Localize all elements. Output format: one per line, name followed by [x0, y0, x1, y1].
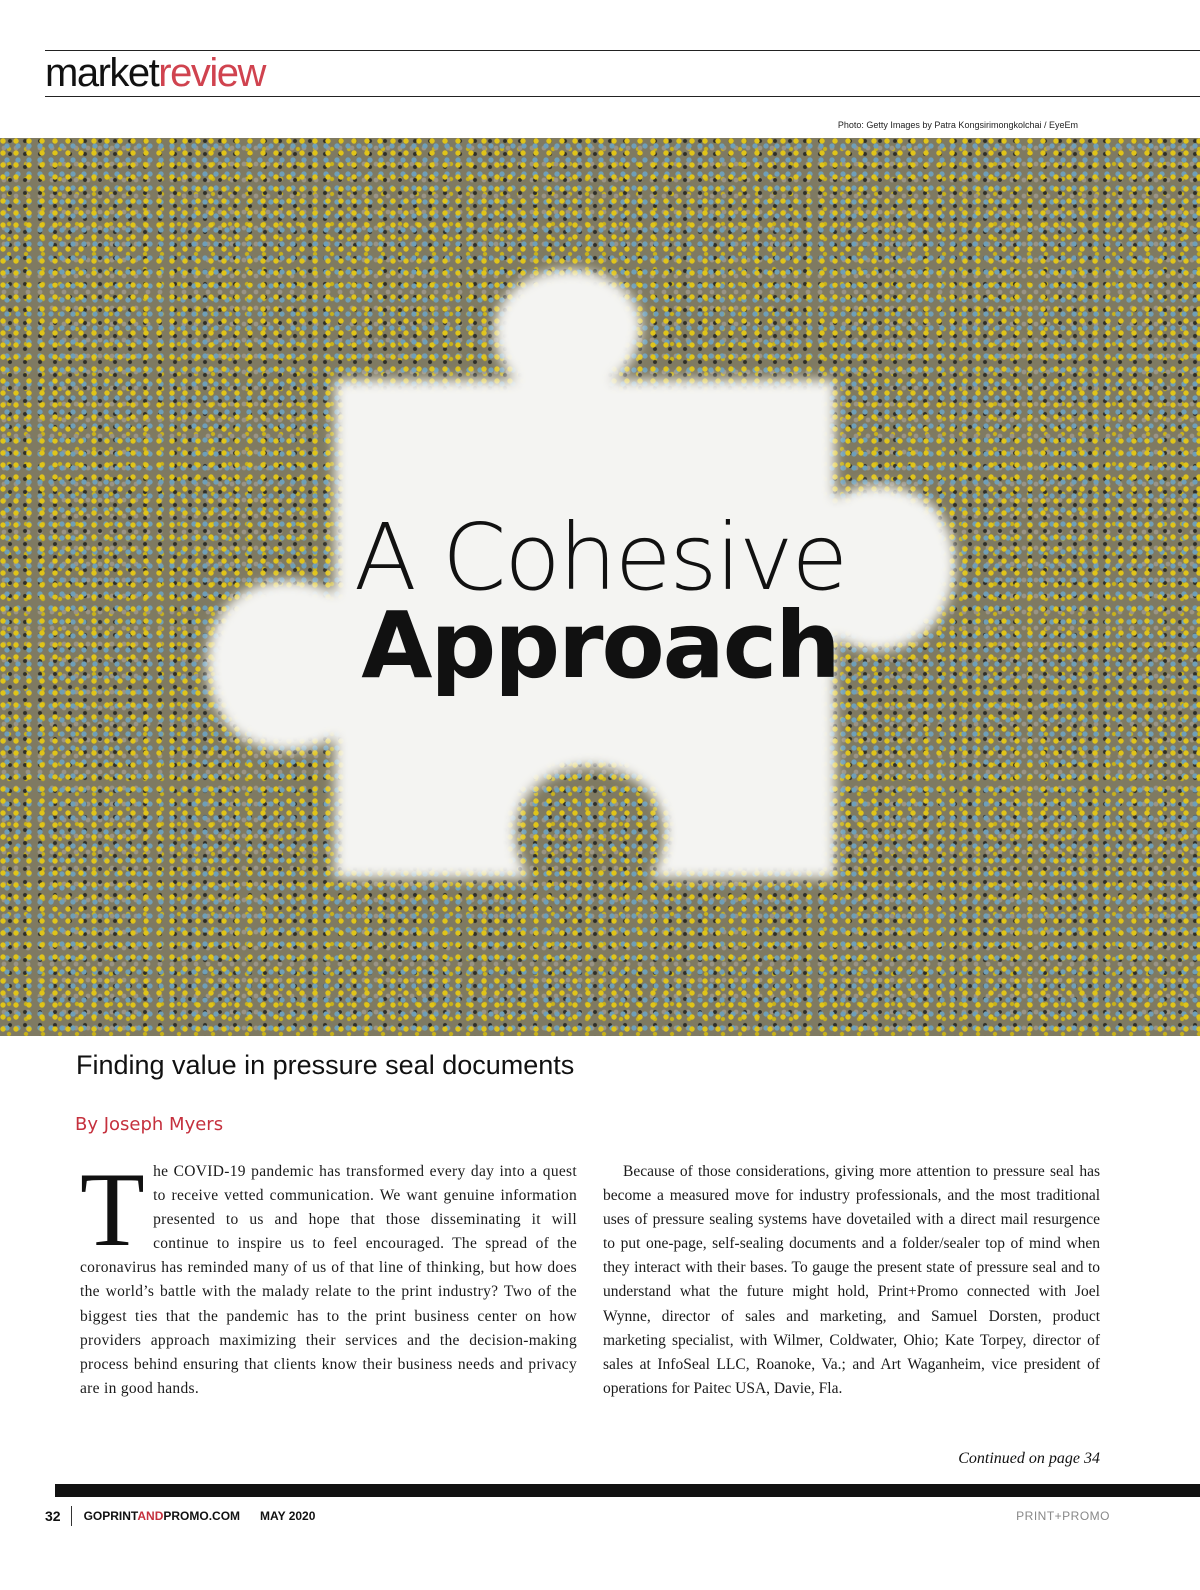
article-column-right — [603, 1160, 1100, 1401]
article-paragraph-1 — [80, 1151, 577, 1401]
article-paragraph-2: Because of those considerations, giving more attention to pressure seal has become a measured move for industry professionals, and the most traditional uses of pressure sealing systems have dovetailed with a direct mail resurgence to put one-page, self-sealing documents and a folder/sealer top of mind when they interact with their bases. To gauge the present state of pressure seal and to understand what the future might hold, Print+Promo connected with Joel Wynne, director of sales and marketing, and Samuel Dorsten, product marketing specialist, with Wilmer, Coldwater, Ohio; Kate Torpey, director of sales at InfoSeal LLC, Roanoke, Va.; and Art Waganheim, vice president of operations for Paitec USA, Davie, Fla. — [603, 1163, 1100, 1397]
magazine-name: PRINT+PROMO — [1016, 1509, 1110, 1523]
site-name-part-2: AND — [137, 1509, 164, 1523]
photo-credit: Photo: Getty Images by Patra Kongsirimongkolchai / EyeEm — [837, 120, 1078, 130]
headline-line-1: A Cohesive — [353, 504, 847, 611]
page-number: 32 — [45, 1508, 61, 1524]
article-byline: By Joseph Myers — [75, 1114, 224, 1135]
header-bottom-rule — [45, 96, 1200, 97]
page-footer — [45, 1506, 1110, 1526]
drop-cap: T — [80, 1151, 146, 1268]
footer-separator — [71, 1506, 72, 1526]
footer-bar — [55, 1484, 1200, 1497]
continued-note: Continued on page 34 — [958, 1450, 1100, 1467]
section-header — [45, 50, 265, 96]
issue-date: MAY 2020 — [260, 1509, 316, 1523]
section-header-market: market — [45, 51, 159, 95]
paragraph-1-text: he COVID-19 pandemic has transformed every day into a quest to receive vetted communication. We want genuine information presented to us and hope that those disseminating it will continue to inspire us to feel encouraged. The spread of the coronavirus has reminded many of us of that line of thinking, but how does the world’s battle with the malady relate to the print industry? Two of the biggest ties that the pandemic has to the print business center on how providers approach maximizing their services and the decision-making process behind ensuring that clients know their business needs and privacy are in good hands. — [80, 1163, 577, 1397]
site-name — [84, 1509, 240, 1523]
hero-image — [0, 138, 1200, 1036]
site-name-part-1: GOPRINT — [83, 1509, 138, 1523]
section-header-review: review — [158, 51, 265, 95]
article-column-left — [80, 1151, 577, 1401]
article-subtitle: Finding value in pressure seal documents — [76, 1050, 575, 1080]
site-name-part-3: PROMO.COM — [163, 1509, 241, 1523]
headline-line-2: Approach — [361, 592, 839, 699]
